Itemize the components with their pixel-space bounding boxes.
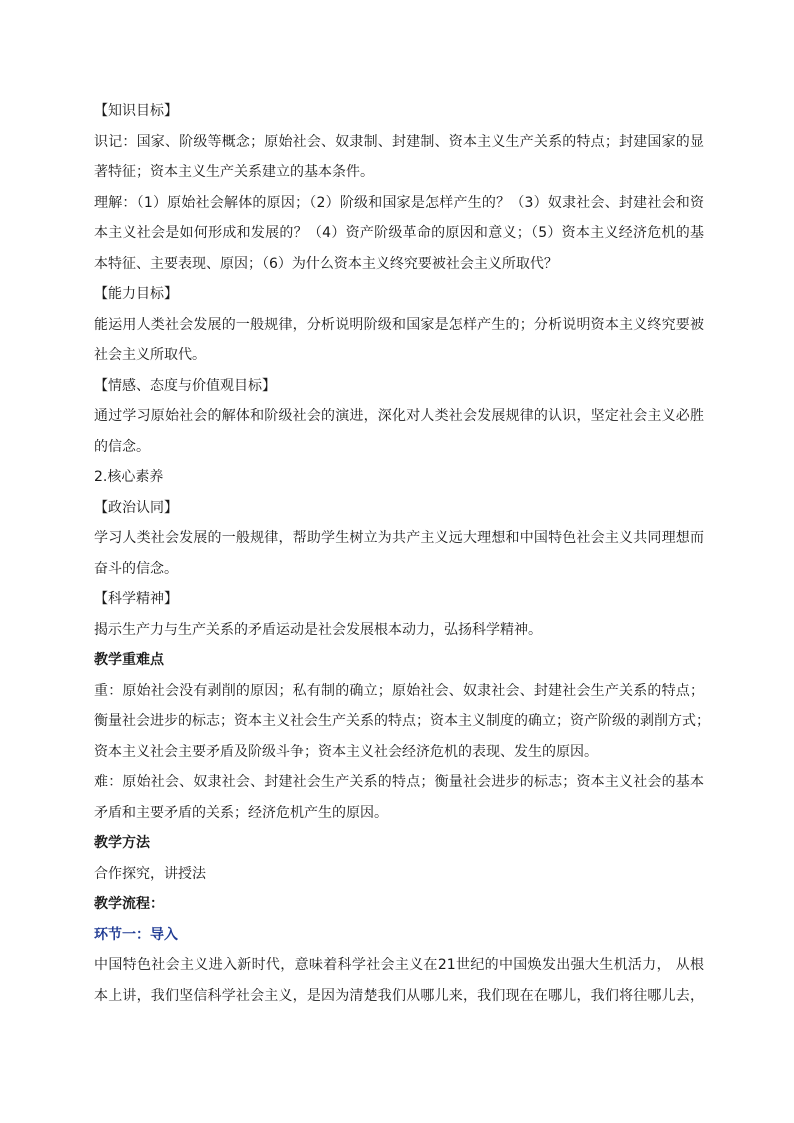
text-line: 本主义社会是如何形成和发展的？（4）资产阶级革命的原因和意义；（5）资本主义经济危机的基 [94,225,704,241]
section-heading: 教学重难点 [94,652,164,668]
text-line: 本特征、主要表现、原因；（6）为什么资本主义终究要被社会主义所取代？ [94,255,558,272]
section-heading: 教学流程： [94,896,164,912]
text-line: 2.核心素养 [94,469,164,485]
document-body [94,96,710,1011]
text-line: 识记：国家、阶级等概念；原始社会、奴隶制、封建制、资本主义生产关系的特点；封建国家的显 [94,133,704,150]
section-heading: 环节一：导入 [94,926,178,943]
text-line: 著特征；资本主义生产关系建立的基本条件。 [94,164,374,180]
text-line: 【情感、态度与价值观目标】 [94,377,276,394]
text-line: 中国特色社会主义进入新时代，意味着科学社会主义在21世纪的中国焕发出强大生机活力， 从根 [94,957,704,973]
text-line: 理解：（1）原始社会解体的原因；（2）阶级和国家是怎样产生的？（3）奴隶社会、封建社会和资 [94,194,704,211]
text-line: 的信念。 [94,438,150,455]
text-line: 奋斗的信念。 [94,560,178,577]
text-line: 本上讲，我们坚信科学社会主义，是因为清楚我们从哪儿来，我们现在在哪儿，我们将往哪儿去， [94,987,704,1004]
text-line: 【知识目标】 [94,103,178,119]
text-line: 矛盾和主要矛盾的关系；经济危机产生的原因。 [94,804,388,821]
text-line: 能运用人类社会发展的一般规律，分析说明阶级和国家是怎样产生的；分析说明资本主义终究要被 [94,316,704,333]
text-line: 揭示生产力与生产关系的矛盾运动是社会发展根本动力，弘扬科学精神。 [94,621,542,638]
text-line: 衡量社会进步的标志；资本主义社会生产关系的特点；资本主义制度的确立；资产阶级的剥削方式； [94,713,710,729]
text-line: 通过学习原始社会的解体和阶级社会的演进，深化对人类社会发展规律的认识，坚定社会主义必胜 [94,408,704,424]
text-line: 资本主义社会主要矛盾及阶级斗争；资本主义社会经济危机的表现、发生的原因。 [94,743,598,760]
text-line: 【政治认同】 [94,499,178,516]
text-line: 【科学精神】 [94,591,178,607]
text-line: 社会主义所取代。 [94,347,206,363]
text-line: 合作探究，讲授法 [94,865,206,882]
text-line: 难：原始社会、奴隶社会、封建社会生产关系的特点；衡量社会进步的标志；资本主义社会的基本 [94,774,704,790]
text-line: 【能力目标】 [94,286,178,302]
text-line: 学习人类社会发展的一般规律，帮助学生树立为共产主义远大理想和中国特色社会主义共同理想而 [94,530,704,546]
text-line: 重：原始社会没有剥削的原因；私有制的确立；原始社会、奴隶社会、封建社会生产关系的特点； [94,682,704,699]
section-heading: 教学方法 [94,835,150,851]
